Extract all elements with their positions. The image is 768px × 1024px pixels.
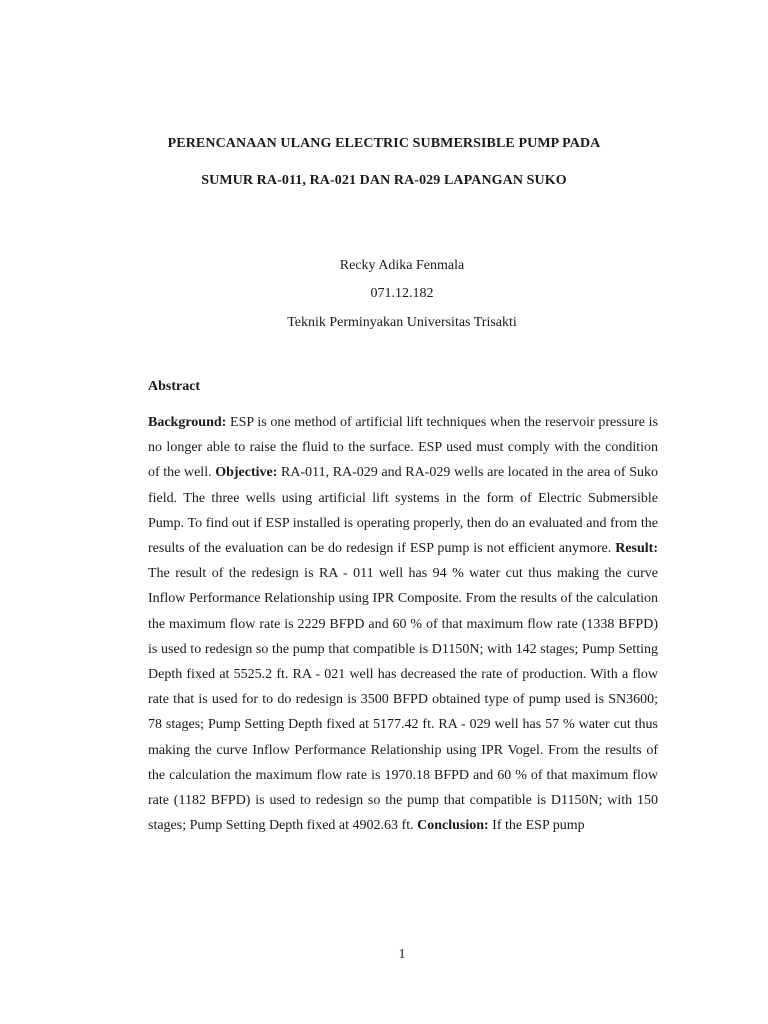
- background-label: Background:: [148, 415, 227, 430]
- background-text: ESP is one method of artificial lift techniques when the reservoir pressure is no longer able to raise the fluid to the surface. ESP used must comply with the condition of the well.: [148, 415, 658, 481]
- paper-title-line-2: SUMUR RA-011, RA-021 DAN RA-029 LAPANGAN SUKO: [201, 173, 567, 188]
- abstract-heading: Abstract: [148, 379, 201, 394]
- result-label: Result:: [615, 541, 658, 557]
- paper-title-line-1: PERENCANAAN ULANG ELECTRIC SUBMERSIBLE PUMP PADA: [167, 136, 601, 151]
- objective-label: Objective:: [215, 465, 278, 481]
- author-name: Recky Adika Fenmala: [339, 258, 465, 273]
- abstract-body: [148, 410, 658, 838]
- author-affiliation: Teknik Perminyakan Universitas Trisakti: [287, 315, 517, 330]
- conclusion-label: Conclusion:: [417, 818, 489, 834]
- student-id: 071.12.182: [370, 286, 434, 301]
- conclusion-text: If the ESP pump: [488, 818, 585, 834]
- objective-text: RA-011, RA-029 and RA-029 wells are located in the area of Suko field. The three wells using artificial lift systems in the form of Electric Submersible Pump. To find out if ESP installed is operating properly, then do an evaluated and from the results of the evaluation can be do redesign if ESP pump is not efficient anymore.: [148, 465, 658, 557]
- result-text: The result of the redesign is RA - 011 well has 94 % water cut thus making the curve Inflow Performance Relationship using IPR Composite. From the results of the calculation the maximum flow rate is 2229 BFPD and 60 % of that maximum flow rate (1338 BFPD) is used to redesign so the pump that compatible is D1150N; with 142 stages; Pump Setting Depth fixed at 5525.2 ft. RA - 021 well has decreased the rate of production. With a flow rate that is used for to do redesign is 3500 BFPD obtained type of pump used is SN3600; 78 stages; Pump Setting Depth fixed at 5177.42 ft. RA - 029 well has 57 % water cut thus making the curve Inflow Performance Relationship using IPR Vogel. From the results of the calculation the maximum flow rate is 1970.18 BFPD and 60 % of that maximum flow rate (1182 BFPD) is used to redesign so the pump that compatible is D1150N; with 150 stages; Pump Setting Depth fixed at 4902.63 ft.: [148, 566, 658, 834]
- page-number: 1: [398, 947, 406, 962]
